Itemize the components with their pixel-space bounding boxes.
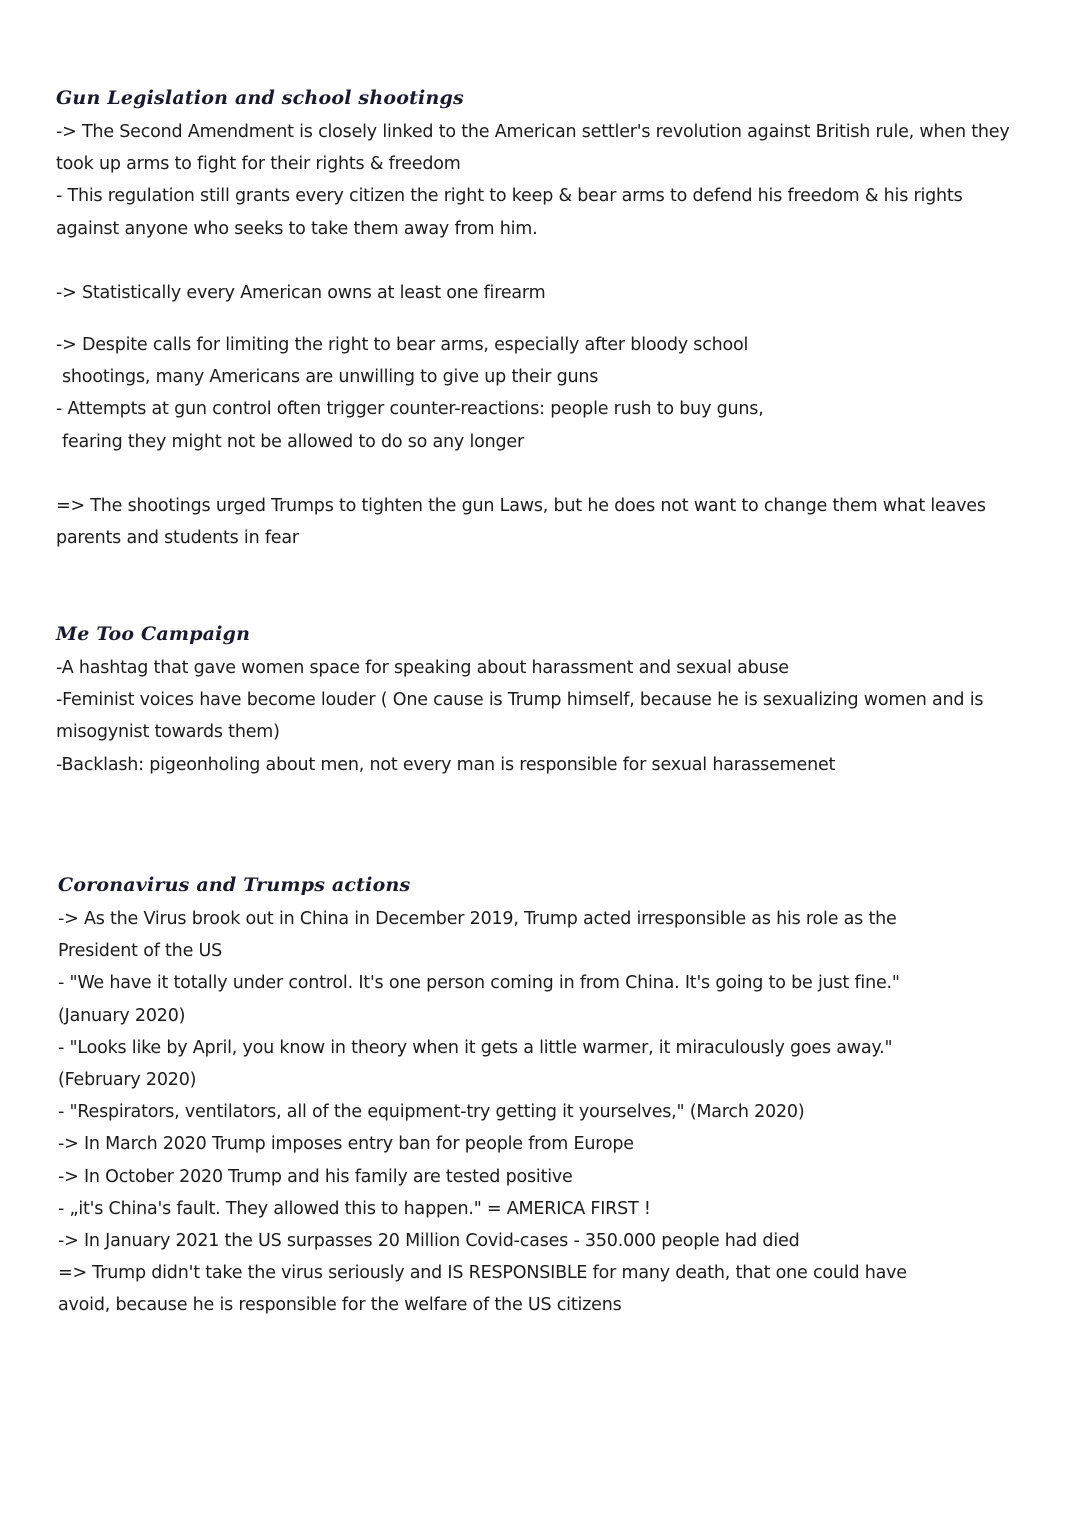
note-line: -> Statistically every American owns at least one firearm xyxy=(56,282,546,303)
note-line: -> In October 2020 Trump and his family are tested positive xyxy=(58,1166,573,1187)
note-line: shootings, many Americans are unwilling to give up their guns xyxy=(62,367,599,388)
section-coronavirus xyxy=(58,873,1038,1322)
note-line: - This regulation still grants every citizen the right to keep & bear arms to defend his freedom & his rights xyxy=(56,186,963,207)
note-line: misogynist towards them) xyxy=(56,722,280,743)
section-heading: Me Too Campaign xyxy=(52,622,258,646)
section-body xyxy=(56,652,1036,781)
note-line: avoid, because he is responsible for the welfare of the US citizens xyxy=(58,1295,622,1316)
section-heading: Coronavirus and Trumps actions xyxy=(54,873,418,897)
note-line: -Backlash: pigeonholing about men, not every man is responsible for sexual harassemenet xyxy=(56,754,836,775)
note-line: => Trump didn't take the virus seriously and IS RESPONSIBLE for many death, that one could have xyxy=(58,1263,907,1284)
note-line: -> As the Virus brook out in China in December 2019, Trump acted irresponsible as his role as the xyxy=(58,909,897,929)
spacer xyxy=(56,309,1036,329)
note-line: -Feminist voices have become louder ( One cause is Trump himself, because he is sexualizing women and is xyxy=(56,690,984,711)
note-line: - „it's China's fault. They allowed this to happen." = AMERICA FIRST ! xyxy=(58,1198,651,1219)
note-line: (February 2020) xyxy=(58,1070,197,1091)
note-line: fearing they might not be allowed to do so any longer xyxy=(62,431,524,452)
note-line: -> In January 2021 the US surpasses 20 Million Covid-cases - 350.000 people had died xyxy=(58,1231,800,1252)
section-body xyxy=(56,116,1036,554)
note-line: - Attempts at gun control often trigger counter-reactions: people rush to buy guns, xyxy=(56,399,764,420)
note-line: against anyone who seeks to take them away from him. xyxy=(56,218,538,239)
note-line: - "Respirators, ventilators, all of the equipment-try getting it yourselves," (March 2020) xyxy=(58,1102,805,1123)
note-line: => The shootings urged Trumps to tighten the gun Laws, but he does not want to change them what leaves xyxy=(56,495,986,516)
note-line: - "Looks like by April, you know in theory when it gets a little warmer, it miraculously goes away." xyxy=(58,1037,893,1058)
spacer xyxy=(56,245,1036,277)
note-line: parents and students in fear xyxy=(56,528,299,549)
section-body xyxy=(58,903,1038,1322)
note-line: President of the US xyxy=(58,941,223,962)
note-line: -> Despite calls for limiting the right to bear arms, especially after bloody school xyxy=(56,335,749,356)
note-line: (January 2020) xyxy=(58,1005,186,1026)
section-heading: Gun Legislation and school shootings xyxy=(52,86,472,110)
note-line: - "We have it totally under control. It's one person coming in from China. It's going to be just fine." xyxy=(58,973,900,994)
note-line: -> In March 2020 Trump imposes entry ban for people from Europe xyxy=(58,1134,634,1155)
section-me-too xyxy=(56,622,1036,781)
note-line: -> The Second Amendment is closely linked to the American settler's revolution against British rule, when they xyxy=(56,122,1010,142)
note-line: -A hashtag that gave women space for speaking about harassment and sexual abuse xyxy=(56,658,789,678)
spacer xyxy=(56,458,1036,490)
note-line: took up arms to fight for their rights & freedom xyxy=(56,154,461,175)
section-gun-legislation xyxy=(56,86,1036,554)
